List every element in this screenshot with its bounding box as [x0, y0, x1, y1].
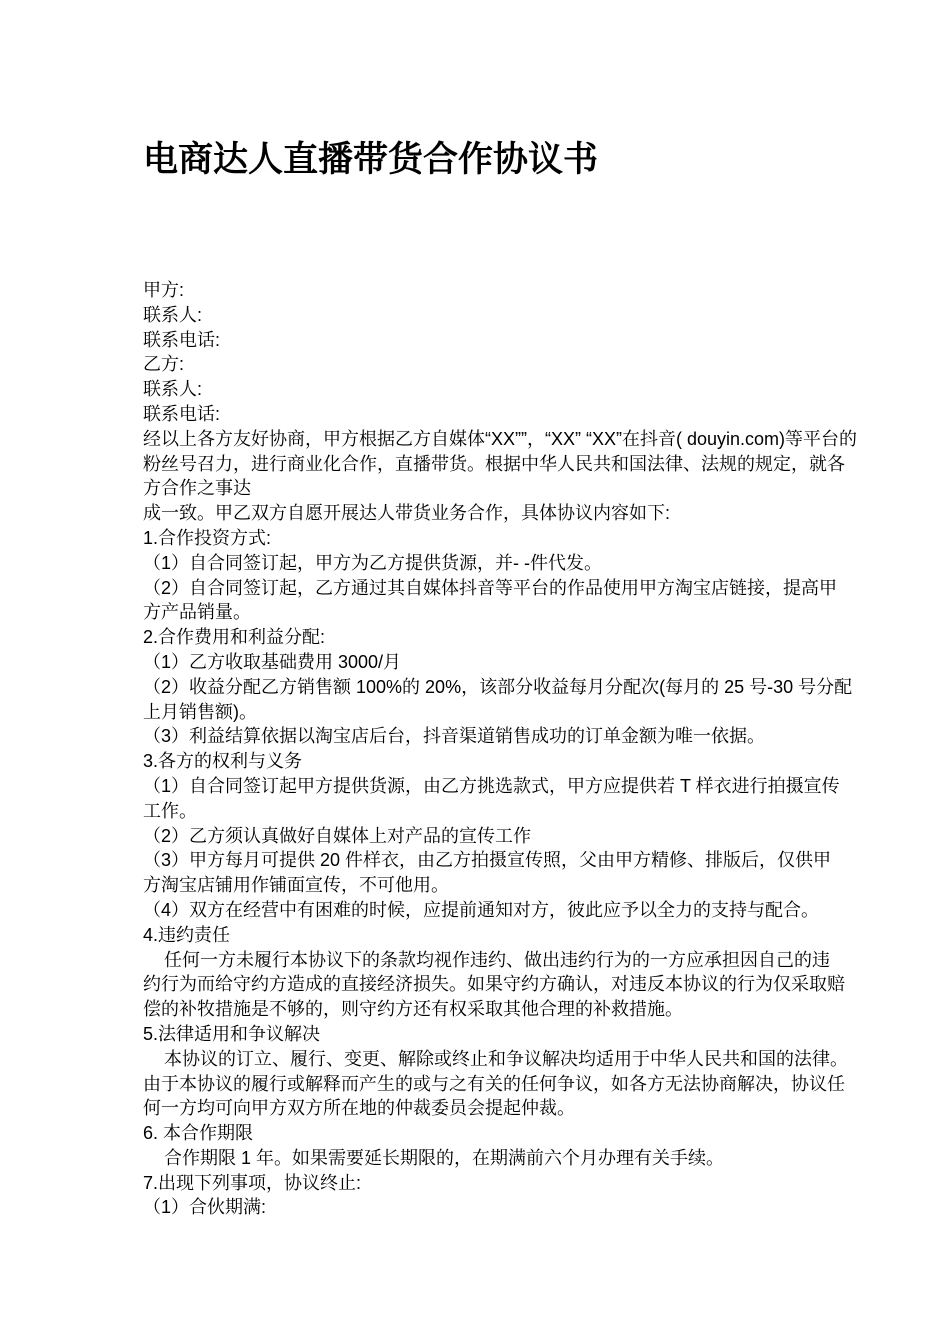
doc-line: （1）合伙期满: — [143, 1197, 267, 1218]
doc-line: （3）甲方每月可提供 20 件样衣，由乙方拍摄宣传照，父由甲方精修、排版后，仅供甲 — [143, 850, 832, 871]
doc-line: 1.合作投资方式: — [143, 527, 272, 548]
doc-line: 由于本协议的履行或解释而产生的或与之有关的任何争议，如各方无法协商解决，协议任 — [143, 1073, 845, 1094]
document-body — [143, 278, 858, 1220]
doc-line: 偿的补牧措施是不够的，则守约方还有权采取其他合理的补救措施。 — [143, 999, 683, 1020]
doc-line: 联系人: — [143, 304, 203, 325]
doc-line: 约行为而给守约方造成的直接经济损失。如果守约方确认，对违反本协议的行为仅采取赔 — [143, 974, 845, 995]
doc-line: 5.法律适用和争议解决 — [143, 1023, 321, 1044]
doc-line: 成一致。甲乙双方自愿开展达人带货业务合作，具体协议内容如下: — [143, 503, 670, 524]
doc-line: 方合作之事达 — [143, 478, 251, 499]
doc-line: 6. 本合作期限 — [143, 1123, 254, 1144]
doc-line: 本协议的订立、履行、变更、解除或终止和争议解决均适用于中华人民共和国的法律。 — [164, 1048, 848, 1069]
doc-line: 7.出现下列事项，协议终止: — [143, 1172, 362, 1193]
doc-line: 联系电话: — [143, 329, 221, 350]
doc-line: 粉丝号召力，进行商业化合作，直播带货。根据中华人民共和国法律、法规的规定，就各 — [143, 453, 845, 474]
doc-line: 经以上各方友好协商，甲方根据乙方自媒体“XX””，“XX” “XX”在抖音( douyin.com)等平台的 — [143, 428, 858, 449]
doc-line: 任何一方未履行本协议下的条款均视作违约、做出违约行为的一方应承担因自己的违 — [164, 949, 830, 970]
doc-line: 方淘宝店铺用作铺面宣传，不可他用。 — [143, 875, 449, 896]
doc-line: 乙方: — [143, 354, 185, 375]
doc-line: 合作期限 1 年。如果需要延长期限的，在期满前六个月办理有关手续。 — [164, 1147, 725, 1168]
doc-line: 4.违约责任 — [143, 924, 231, 945]
doc-line: 甲方: — [143, 280, 185, 300]
doc-line: （2）收益分配乙方销售额 100%的 20%，该部分收益每月分配次(每月的 25 号-30 号分配 — [143, 676, 853, 697]
doc-line: （2）乙方须认真做好自媒体上对产品的宣传工作 — [143, 825, 532, 846]
doc-line: （1）自合同签订起甲方提供货源，由乙方挑选款式，甲方应提供若 T 样衣进行拍摄宣传 — [143, 775, 840, 796]
doc-line: （2）自合同签订起，乙方通过其自媒体抖音等平台的作品使用甲方淘宝店链接，提高甲 — [143, 577, 838, 598]
doc-line: 联系人: — [143, 379, 203, 400]
doc-line: （4）双方在经营中有困难的时候，应提前通知对方，彼此应予以全力的支持与配合。 — [143, 899, 820, 920]
doc-line: 2.合作费用和利益分配: — [143, 627, 326, 648]
doc-line: 方产品销量。 — [143, 602, 251, 623]
doc-line: 何一方均可向甲方双方所在地的仲裁委员会提起仲裁。 — [143, 1098, 575, 1119]
doc-line: 工作。 — [143, 800, 197, 821]
doc-line: 上月销售额)。 — [143, 701, 257, 722]
document-title: 电商达人直播带货合作协议书 — [143, 140, 599, 179]
doc-line: 3.各方的权利与义务 — [143, 751, 303, 772]
doc-line: （3）利益结算依据以淘宝店后台，抖音渠道销售成功的订单金额为唯一依据。 — [143, 726, 766, 747]
doc-line: （1）乙方收取基础费用 3000/月 — [143, 651, 402, 672]
doc-line: （1）自合同签订起，甲方为乙方提供货源，并- -件代发。 — [143, 552, 602, 573]
doc-line: 联系电话: — [143, 403, 221, 424]
